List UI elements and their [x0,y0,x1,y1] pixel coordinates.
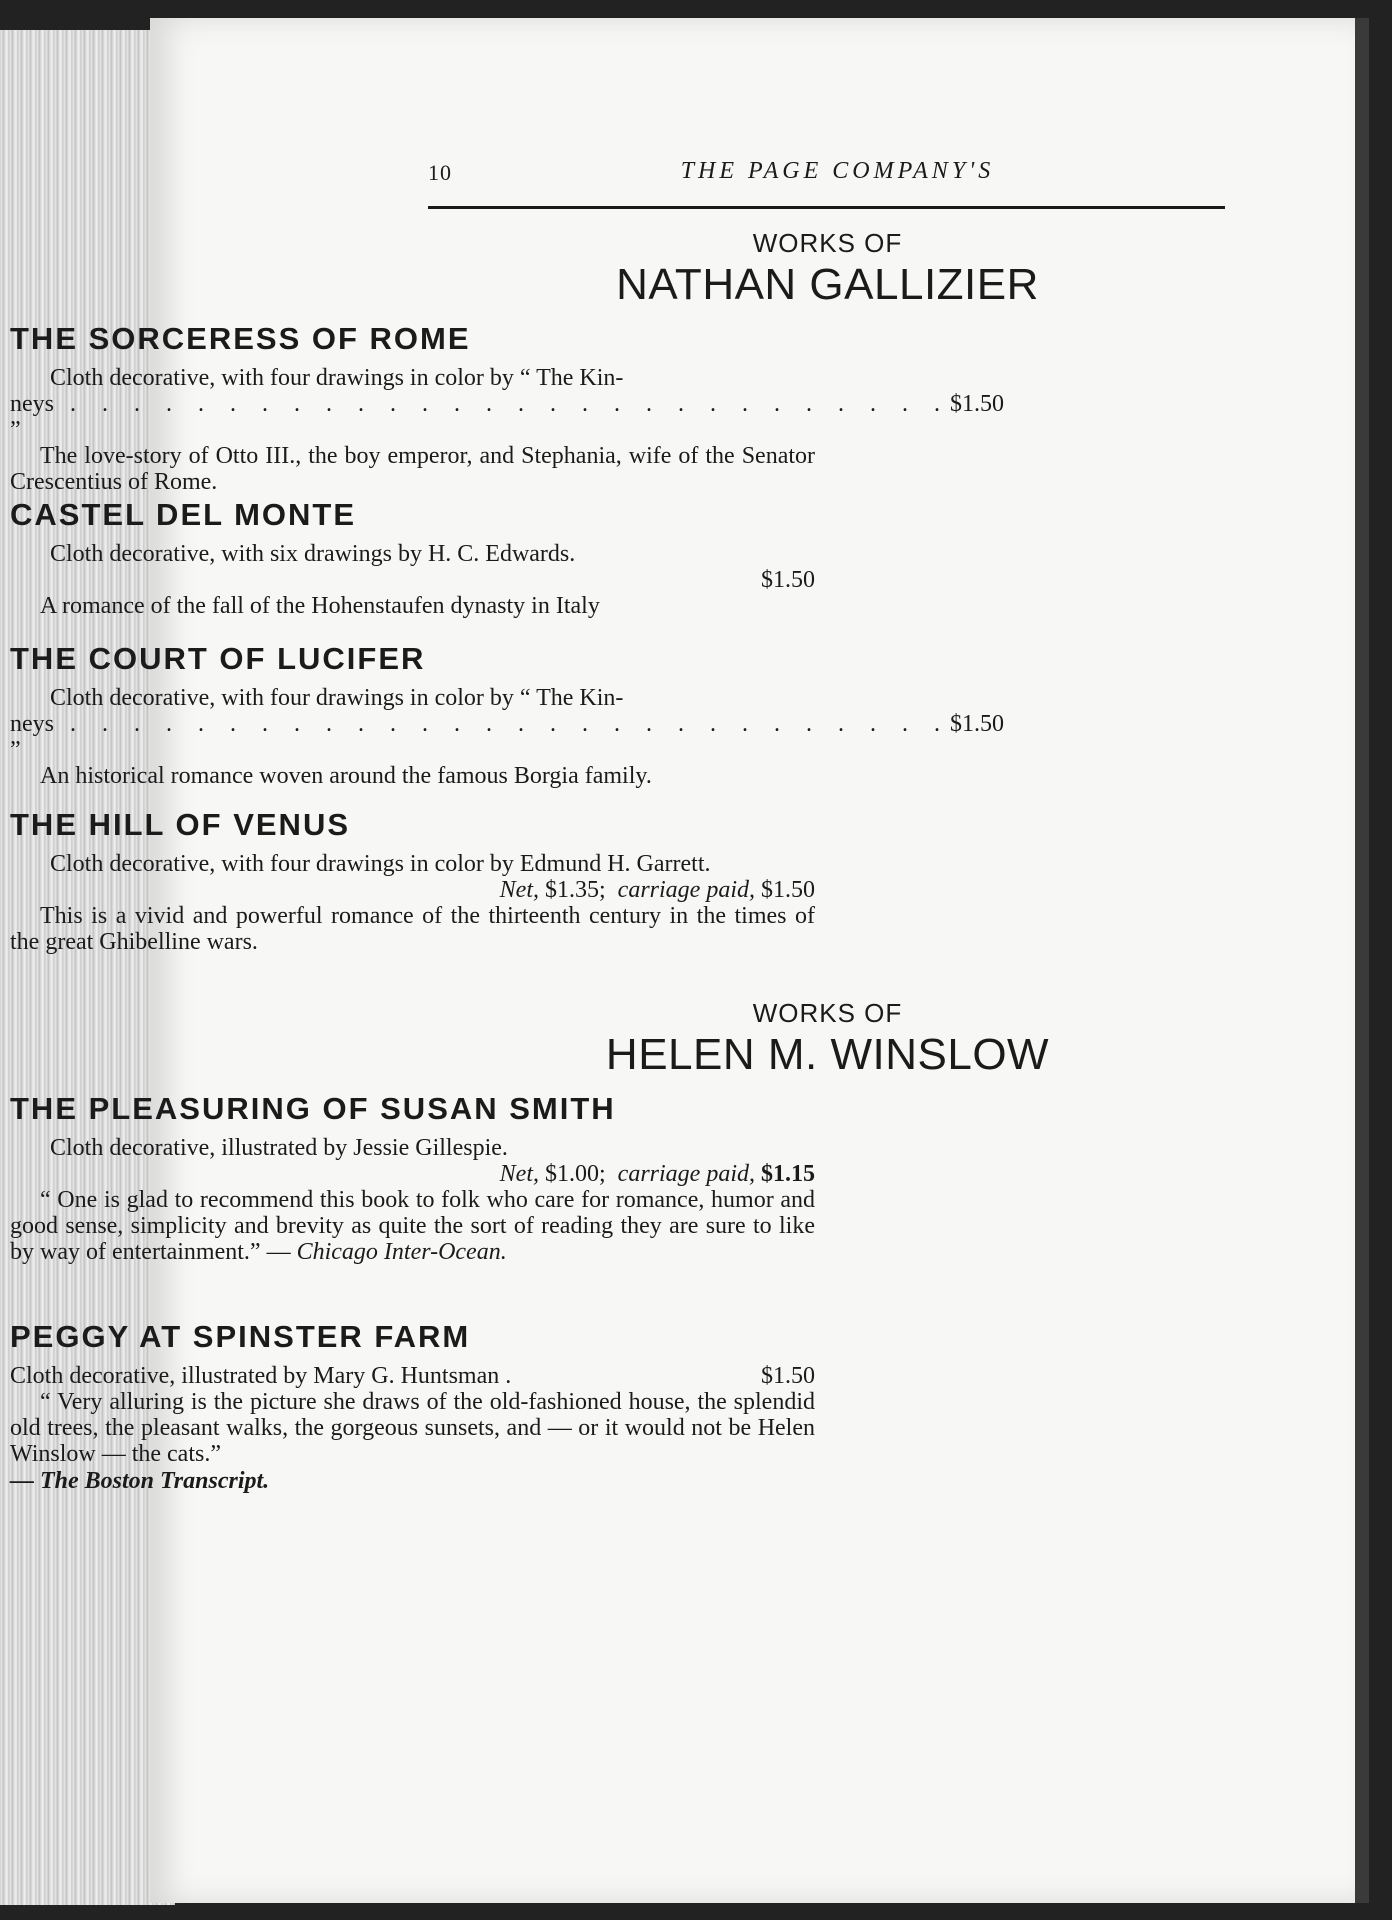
net-label: Net, [499,1161,539,1187]
book-price: $1.50 [950,711,1004,737]
price-leader-row: neys ” . . . . . . . . . . . . . . . . . . . . . . . . . . . . $1.50 [10,711,1004,763]
section-gallizier-heading [410,228,1225,308]
carriage-price: $1.15 [761,1161,815,1187]
book-entry-pleasuring-of-susan-smith [0,1092,815,1266]
book-price-line [0,1162,815,1188]
book-blurb: An historical romance woven around the famous Borgia family. [40,762,652,789]
book-title: PEGGY AT SPINSTER FARM [10,1319,471,1354]
carriage-label: carriage paid, [617,877,755,903]
review-text: “ One is glad to recommend this book to folk who care for romance, humor and good sense, simplicity and brevity as quite the sort of reading they are sure to like by way of entertainment.” — [10,1186,815,1265]
book-title: CASTEL DEL MONTE [10,497,357,532]
author-name: HELEN M. WINSLOW [605,1030,1050,1079]
book-entry-peggy-at-spinster-farm [0,1320,815,1495]
price-leader-row: neys ” . . . . . . . . . . . . . . . . . . . . . . . . . . . . $1.50 [10,391,1004,443]
author-name: NATHAN GALLIZIER [616,260,1039,309]
book-page-edges [0,30,175,1905]
carriage-price: $1.50 [761,877,815,903]
book-price: $1.50 [950,391,1004,417]
running-head [410,158,1225,194]
section-winslow-heading [410,998,1225,1078]
book-description: Cloth decorative, illustrated by Mary G. Huntsman . [10,1363,512,1390]
right-binding-edge [1355,18,1369,1903]
book-description-cont: neys ” [10,391,54,443]
carriage-label: carriage paid, [617,1161,755,1187]
book-title: THE PLEASURING OF SUSAN SMITH [10,1091,616,1126]
book-description-cont: neys ” [10,711,54,763]
book-description: Cloth decorative, with four drawings in color by “ The Kin- [50,685,624,712]
review-source: — The Boston Transcript. [10,1467,270,1494]
book-price: $1.50 [761,1363,815,1390]
works-of-label: WORKS OF [752,998,903,1028]
book-title: THE HILL OF VENUS [10,807,351,842]
book-price: $1.50 [761,567,815,593]
book-entry-court-of-lucifer [0,641,1004,790]
net-price: $1.35; [545,877,606,903]
book-blurb: The love-story of Otto III., the boy emperor, and Stephania, wife of the Senator Crescentius of Rome. [10,442,815,495]
book-description-row [0,1364,815,1390]
page-number: 10 [428,160,452,185]
net-price: $1.00; [545,1161,606,1187]
net-label: Net, [499,877,539,903]
book-entry-sorceress-of-rome [0,321,1004,496]
book-price-line [0,878,815,904]
book-title: THE COURT OF LUCIFER [10,641,426,676]
review-source: Chicago Inter-Ocean. [296,1238,507,1265]
review-text: “ Very alluring is the picture she draws of the old-fashioned house, the splendid old trees, the pleasant walks, the gorgeous sunsets, and — or it would not be Helen Winslow — the cats.” [10,1389,815,1467]
book-title: THE SORCERESS OF ROME [10,321,471,356]
book-description: Cloth decorative, with four drawings in color by Edmund H. Garrett. [50,851,711,878]
running-title: THE PAGE COMPANY'S [680,158,995,184]
book-description: Cloth decorative, with six drawings by H. C. Edwards. [50,541,576,568]
book-entry-castel-del-monte [0,498,815,620]
book-blurb: This is a vivid and powerful romance of the thirteenth century in the times of the great Ghibelline wars. [10,902,815,955]
book-entry-hill-of-venus [0,808,815,956]
book-blurb: A romance of the fall of the Hohenstaufen dynasty in Italy [40,592,600,619]
works-of-label: WORKS OF [752,228,903,258]
header-rule [428,206,1225,209]
book-review [0,1188,815,1266]
book-description: Cloth decorative, illustrated by Jessie Gillespie. [50,1135,508,1162]
book-description: Cloth decorative, with four drawings in color by “ The Kin- [50,365,624,392]
